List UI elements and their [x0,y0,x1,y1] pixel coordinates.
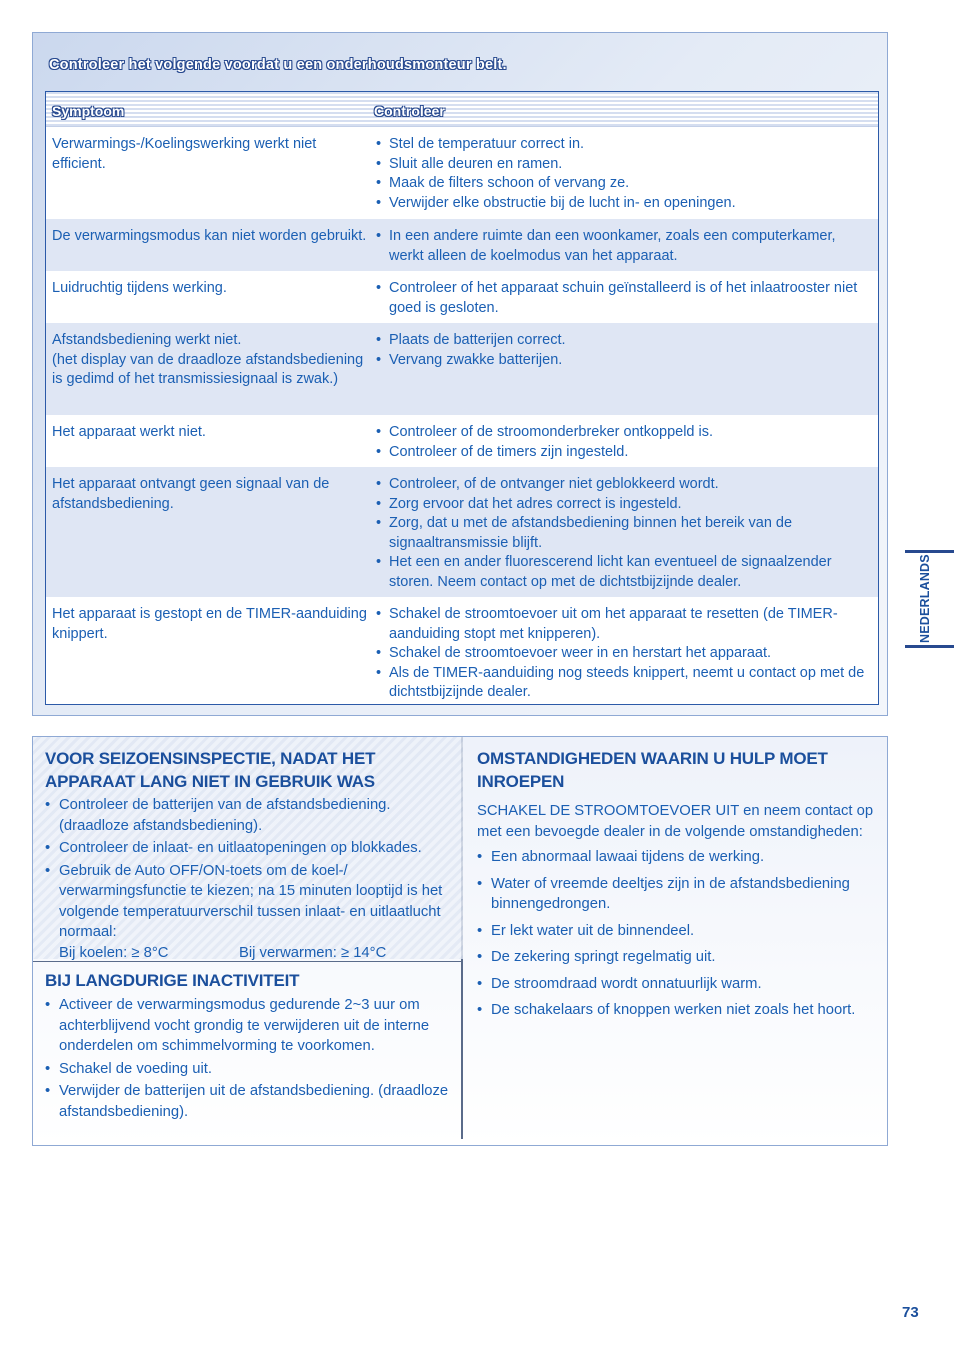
list-item: • Water of vreemde deeltjes zijn in de afstandsbediening binnengedrongen. [477,874,881,915]
check-item: • Controleer of de timers zijn ingesteld. [372,443,870,463]
check-item: • Maak de filters schoon of vervang ze. [372,174,870,194]
table-row [46,323,878,415]
symptom-cell: Luidruchtig tijdens werking. [52,280,227,296]
check-cell [368,271,878,323]
cooling-difference: Bij koelen: ≥ 8°C [59,944,169,961]
troubleshooting-panel [32,32,888,716]
list-item: • De stroomdraad wordt onnatuurlijk warm. [477,974,881,995]
symptom-cell: Het apparaat is gestopt en de TIMER-aanduiding knippert. [52,606,367,642]
check-item: • Controleer, of de ontvanger niet geblokkeerd wordt. [372,475,870,495]
heating-difference: Bij verwarmen: ≥ 14°C [239,944,387,961]
list-item-text: Gebruik de Auto OFF/ON-toets om de koel-/ verwarmingsfunctie te kiezen; na 15 minuten looptijd is het volgende temperatuurverschil tussen inlaat- en uitlaatlucht normaal: [59,862,443,940]
symptom-cell: Het apparaat ontvangt geen signaal van de afstandsbediening. [52,476,330,512]
list-item: • Schakel de voeding uit. [45,1059,457,1080]
help-title: OMSTANDIGHEDEN WAARIN U HULP MOET INROEPEN [477,749,828,791]
list-item: • Een abnormaal lawaai tijdens de werking. [477,847,881,868]
check-item: • In een andere ruimte dan een woonkamer, zoals een computerkamer, werkt alleen de koelmodus van het apparaat. [372,227,870,266]
temperature-difference [59,943,457,964]
list-item: • De schakelaars of knoppen werken niet zoals het hoort. [477,1000,881,1021]
table-row [46,467,878,597]
language-tab [905,550,954,648]
panel-title: Controleer het volgende voordat u een onderhoudsmonteur belt. [49,57,507,73]
check-item: • Sluit alle deuren en ramen. [372,155,870,175]
left-column [33,737,463,1139]
symptom-cell: Afstandsbediening werkt niet. (het display van de draadloze afstandsbediening is gedimd of het transmissiesignaal is zwak.) [52,332,364,387]
inactivity-title: BIJ LANGDURIGE INACTIVITEIT [45,971,300,990]
check-cell [368,415,878,467]
table-row [46,271,878,323]
check-item: • Plaats de batterijen correct. [372,331,870,351]
seasonal-inspection-title: VOOR SEIZOENSINSPECTIE, NADAT HET APPARAAT LANG NIET IN GEBRUIK WAS [45,749,376,791]
check-cell [368,467,878,597]
table-header [46,92,878,127]
check-item: • Verwijder elke obstructie bij de lucht in- en openingen. [372,194,870,214]
check-item: • Schakel de stroomtoevoer weer in en herstart het apparaat. [372,644,870,664]
troubleshooting-table [45,91,879,705]
page-number: 73 [902,1304,919,1321]
inactivity-list [45,995,457,1124]
check-item: • Als de TIMER-aanduiding nog steeds knippert, neemt u contact op met de dichtstbijzijnde dealer. [372,664,870,703]
check-item: • Vervang zwakke batterijen. [372,351,870,371]
check-cell [368,219,878,271]
check-item: • Controleer of de stroomonderbreker ontkoppeld is. [372,423,870,443]
table-row [46,127,878,219]
symptom-cell: De verwarmingsmodus kan niet worden gebruikt. [52,228,367,244]
symptom-cell: Het apparaat werkt niet. [52,424,206,440]
maintenance-panel [32,736,888,1146]
list-item [45,861,457,964]
seasonal-inspection-list [45,795,457,965]
help-list [477,847,881,1027]
check-item: • Het een en ander fluorescerend licht kan eventueel de signaalzender storen. Neem contact op met de dichtstbijzijnde dealer. [372,553,870,592]
check-cell [368,127,878,219]
column-header-symptom: Symptoom [52,103,125,119]
list-item: • De zekering springt regelmatig uit. [477,947,881,968]
list-item: • Er lekt water uit de binnendeel. [477,921,881,942]
check-item: • Controleer of het apparaat schuin geïnstalleerd is of het inlaatrooster niet goed is gesloten. [372,279,870,318]
language-tab-label: NEDERLANDS [918,554,932,643]
check-item: • Zorg ervoor dat het adres correct is ingesteld. [372,495,870,515]
section-divider [33,961,463,962]
check-item: • Stel de temperatuur correct in. [372,135,870,155]
check-cell [368,597,878,705]
table-row [46,597,878,705]
table-row [46,415,878,467]
check-cell [368,323,878,415]
check-item: • Zorg, dat u met de afstandsbediening binnen het bereik van de signaaltransmissie blijft. [372,514,870,553]
list-item: • Verwijder de batterijen uit de afstandsbediening. (draadloze afstandsbediening). [45,1081,457,1122]
list-item: • Controleer de inlaat- en uitlaatopeningen op blokkades. [45,838,457,859]
list-item: • Activeer de verwarmingsmodus gedurende 2~3 uur om achterblijvend vocht grondig te verwijderen uit de interne onderdelen om schimmelvorming te voorkomen. [45,995,457,1057]
column-header-check: Controleer [374,103,445,119]
help-intro: SCHAKEL DE STROOMTOEVOER UIT en neem contact op met een bevoegde dealer in de volgende omstandigheden: [477,803,874,840]
table-row [46,219,878,271]
check-item: • Schakel de stroomtoevoer uit om het apparaat te resetten (de TIMER-aanduiding stopt met knipperen). [372,605,870,644]
list-item: • Controleer de batterijen van de afstandsbediening. (draadloze afstandsbediening). [45,795,457,836]
symptom-cell: Verwarmings-/Koelingswerking werkt niet efficient. [52,136,317,172]
